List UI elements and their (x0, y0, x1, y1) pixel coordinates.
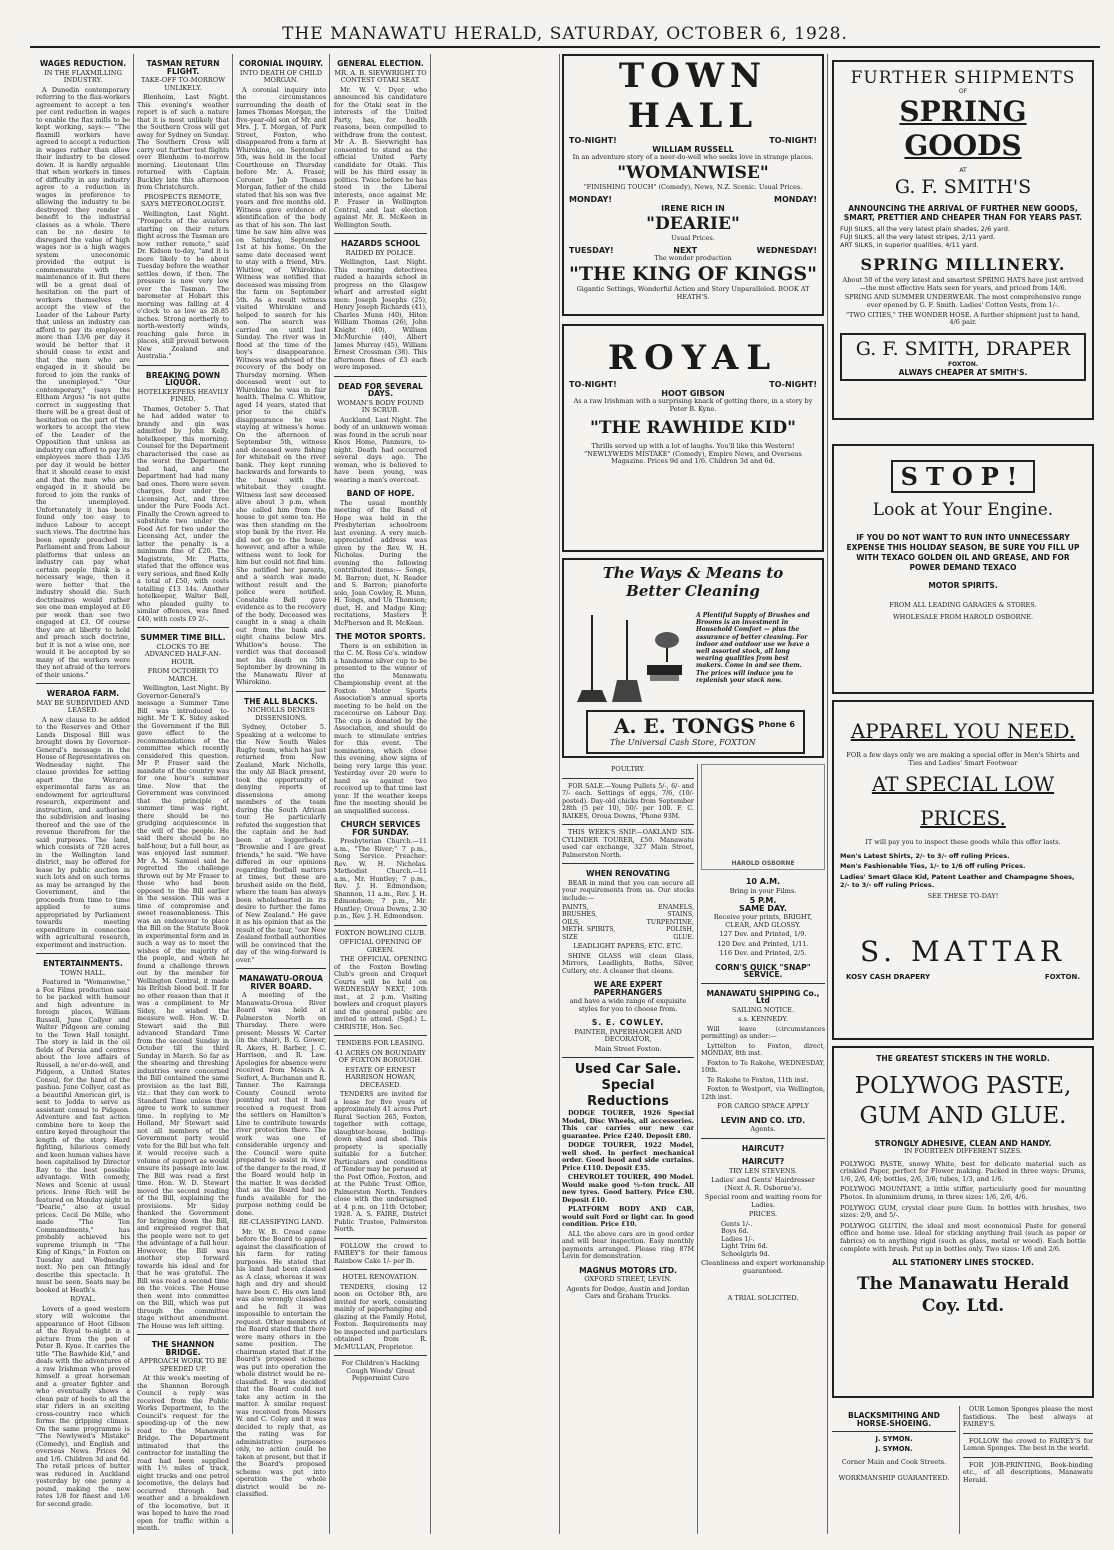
column-rule (430, 54, 431, 1534)
ad-heading: WHEN RENOVATING (586, 869, 670, 878)
article-text: Wellington, Last Night. "Prospects of the aviators starting on their return flight across the Tasman are now rather remote," said Dr. Kidson to-day, "and it is more likely to be about Tuesday before the weather settles down, if then. The pressure is now very low over the Tasman. The barometer at Hobart this morning was falling at 4 o'clock to as low as 28.85 inches. Strong northerly to north-westerly winds, reaching gale force in places, still prevail between New Zealand and Australia." (137, 209, 229, 360)
column-2 (137, 54, 229, 1534)
ad-heading: Used Car Sale. (574, 1062, 682, 1078)
notice-text: THE OFFICIAL OPENING of the Foxton Bowling Club's green and Croquet Courts will be held on WEDNESDAY NEXT, 10th inst., at 2 p.m. Visiting bowlers and croquet players and the general public are invited to attend. (Sgd.) L. CHRISTIE, Hon. Sec. (334, 955, 427, 1031)
column-rule (559, 54, 560, 1534)
article-text: Thames, October 5. That he had added water to brandy and gin was admitted by John Kelly, hotelkeeper, this morning. Counsel for the Department characterised the case as the worst the Department had had, and the Department had had many bad ones. There were seven charges, four under the Licensing Act, and three under the Pure Foods Act. Finally the Crown agreed to substitute two under the Food Act for two under the Licensing Act, under the latter the penalty is a minimum fine of £20. The Magistrate, Mr. Platts, stated that the offence was very serious, and fined Kelly a total of £50, with costs totalling £13 14s. Another hotelkeeper, Walter Bell, who pleaded guilty to similar offences, was fined £40, with costs £9 2/-. (137, 404, 229, 623)
subhead: RAIDED BY POLICE. (345, 248, 416, 257)
ad-body: SPRING AND SUMMER UNDERWEAR. The most comprehensive range ever opened by G. F. Smith. Ladies' Cotton Vests, from 1/-. (844, 293, 1082, 309)
subhead: PROSPECTS REMOTE, SAYS METEOROLOGIST. (140, 192, 226, 208)
notice-subtitle: ESTATE OF ERNEST HARRISON HOWAN, DECEASED. (345, 1065, 416, 1089)
notice-title: TENDERS FOR LEASING. (336, 1039, 425, 1047)
store-location: FOXTON. (1044, 972, 1080, 981)
day-label: TO-NIGHT! (769, 136, 817, 145)
star-name: IRENE RICH IN (661, 204, 725, 214)
subhead: APPROACH WORK TO BE SPEEDED UP. (139, 1357, 227, 1373)
classified-text: SAILING NOTICE. (731, 1005, 795, 1014)
film-description: Usual Prices. (671, 234, 715, 243)
ad-body: WHOLESALE FROM HAROLD OSBORNE. (892, 612, 1034, 621)
sailing-line: Foxton to Westport, via Wellington, 12th inst. (701, 1085, 825, 1101)
publisher-name: The Manawatu Herald Coy. Ltd. (857, 1274, 1069, 1317)
ad-heading: HAIRCUT? (741, 1143, 785, 1153)
stock-item: SIZE (562, 933, 578, 941)
classified-text: FOR CARGO SPACE APPLY (717, 1102, 809, 1110)
day-label: TO-NIGHT! (569, 380, 617, 389)
notice-title: FOXTON BOWLING CLUB. (334, 928, 427, 937)
headline: DEAD FOR SEVERAL DAYS. (338, 381, 423, 398)
subhead: IN THE FLAXMILLING INDUSTRY. (44, 68, 122, 84)
classified-text: Bring in your Films. (729, 886, 797, 895)
article-text: A meeting of the Manawatu-Oroua River Board was held at Palmerston North on Thursday. There were present: Messrs W. Carter (in the chair), B. G. Gower, R. Akers, H. Barber, J. C. Harrison, and R. Law. Apologies for absence were received from Messrs A. Seifert, A. Buchanan and R. Tanner. The Kairanga County Council wrote pointing out that it had received a request from the settlers on Hamilton's Line to contribute towards river protection there. The work was one of considerable urgency and the Council were quite prepared to assist in view of the danger to the road, if the Board would help in the matter. It was decided that as the Board had no funds available for the purpose nothing could be done. (236, 991, 326, 1217)
price-line: 127 Dev. and Printed, 1/9. (719, 930, 807, 938)
article-text: A new clause to be added to the Reserves and Other Lands Disposal Bill was brought down by Governor-General's message in the House of Representatives on Wednesday night. The clause provides for setting apart the Weraroa experimental farm as an endowment for agricultural research, experiment and instruction, and authorises the subdivision and leasing thereof and the use of the revenue therefrom for the said purposes. The land, which consists of 728 acres in the Wellington land district, may be offered for lease by public auction in such lots and on such terms as may be arranged by the Government, and the proceeds from time to time applied to sums appropriated by Parliament towards meeting expenditure in connection with agricultural research, experiment and instruction. (36, 715, 130, 949)
ad-body: A Plentiful Supply of Brushes and Brooms is an investment in Household Comfort — plus the assurance of better cleaning. For indoor and outdoor use we have a well assorted stock, all long wearing qualities from best makers. Come in and see them. The prices will induce you to replenish your stock now. (696, 612, 810, 684)
ad-item: POLYWOG GUM, crystal clear pure Gum. In bottles with brushes, two sizes: 2/9, and 5/-. (840, 1203, 1086, 1220)
stock-item: POLISH, (666, 926, 694, 934)
ad-subtitle: Look at Your Engine. (872, 500, 1054, 520)
ad-item: FUJI SILKS, all the very latest plain shades, 2/6 yard. (840, 225, 1010, 234)
column-6 (701, 764, 825, 1534)
ad-heading: CORN'S QUICK "SNAP" SERVICE. (715, 962, 811, 979)
column-rule (133, 54, 134, 1534)
day-label: TO-NIGHT! (769, 380, 817, 389)
ad-body: IT will pay you to inspect these goods while this offer lasts. (865, 838, 1061, 847)
column-5 (562, 764, 694, 1534)
article-text: Mr. W. B. Croad came before the Board to appeal against the classification of his farm for rating purposes. He stated that his land had been classed as A class, whereas it was high and dry and should have been C. His own land was also wrongly classified and he felt it was impossible to entertain the request. Other members of the Board stated that there were many others in the same position. The chairman stated that if the Board's proposed scheme was put into operation the whole district would be re-classified. It was decided that the Board could not take any action in the matter. A similar request was received from Messrs W. and C. Coley and it was decided to reply that, as the rating was for administrative purposes only, no action could be taken at present, but that if the Board's proposed scheme was put into operation the whole district would be re-classified. (236, 1227, 326, 1498)
classified-text: Corner Main and Cook Streets. (841, 1458, 947, 1466)
fairey-ads (963, 1406, 1093, 1534)
notice-subtitle: 41 ACRES ON BOUNDARY OF FOXTON BOROUGH. (335, 1048, 426, 1064)
price-item: Schoolgirls 9d. (721, 1249, 770, 1258)
classified-text: Cleanliness and expert workmanship guaranteed. (701, 1259, 825, 1275)
column-rule (959, 1406, 960, 1534)
store-slogan: ALWAYS CHEAPER AT SMITH'S. (898, 367, 1028, 377)
ad-body: About 50 of the very latest and smartest SPRING HATS have just arrived—the most effective Hats seen for years, and priced from 14/6. (842, 276, 1084, 292)
classified-text: LEADLIGHT PAPERS, ETC. ETC. (573, 942, 683, 951)
advertiser-name: S. E. COWLEY. (591, 1018, 665, 1028)
classified-text: A TRIAL SOLICITED. (727, 1294, 799, 1302)
phone: Phone 6 (758, 720, 795, 729)
classified-text: Will leave (circumstances permitting) as under:— (701, 1024, 825, 1040)
headline: WAGES REDUCTION. (39, 59, 127, 68)
stock-item: OILS, (562, 918, 580, 926)
texaco-ad (832, 444, 1094, 694)
column-4 (334, 54, 427, 1534)
classified-text: FOR SALE.—Young Pullets 5/-, 6/- and 7/- each. Settings of eggs, 7/6, (10/- posted). Day-old chicks from September 28th (5 per 10), 50/- per 100. F. C. RAIKES, Oroua Downs, 'Phone 93M. (562, 781, 694, 820)
store-subtitle: The Universal Cash Store, FOXTON (610, 738, 756, 747)
film-title: "DEARIE" (646, 214, 740, 235)
film-description: In an adventure story of a neer-do-well who seeks love in strange places. (572, 153, 814, 161)
ad-body: IF YOU DO NOT WANT TO RUN INTO UNNECESSARY EXPENSE THIS HOLIDAY SEASON, BE SURE YOU FILL UP WITH TEXACO GOLDEN OIL AND GREASE, AND FOR POWER DEMAND TEXACO (846, 533, 1080, 572)
price-line: 120 Dev. and Printed, 1/11. (717, 939, 809, 948)
polywog-ad (832, 1046, 1094, 1398)
article-text: Sydney, October 5. Speaking at a welcome to the New South Wales Rugby team, which has just returned from New Zealand, Mark Nicholls, the only All Black present, took the opportunity of denying reports of dissensions among members of the team during the South African tour. He particularly refuted the suggestion that the captain and he had been at loggerheads. "Brownlie and I are great friends," he said. "We have differed in our opinions regarding football matters at times, but these are brushed aside on the field, where the team has always been wholehearted in its desire to further the fame of New Zealand." He gave it as his opinion that as the result of the tour, "our New Zealand football authorities will be convinced that the day of the wing-forward is over." (236, 723, 326, 964)
ad-item: FUJI SILKS, all the very latest stripes, 2/11 yard. (840, 233, 996, 241)
headline: THE ALL BLACKS. (244, 696, 318, 706)
classified-text: Special room and waiting room for Ladies. (704, 1193, 822, 1209)
tongs-ad (562, 558, 824, 758)
classified-text: PRICES. (748, 1210, 778, 1218)
notice-text: TENDERS are invited for a lease for five years of approximately 41 acres Part Rural Section 265, Foxton, together with cottage, slaughter-house, boiling-down shed and shed. This property is specially suitable for a butcher. Particulars and conditions of Tender may be perused at the Post Office, Foxton, and at the Public Trust Office, Palmerston North. Tenders close with the undersigned at 4 p.m. on 11th October, 1928. A. S. FAIRE, District Public Trustee, Palmerston North. (334, 1090, 427, 1233)
blacksmith-ad (832, 1406, 956, 1534)
star-name: WILLIAM RUSSELL (652, 145, 734, 154)
ad-heading: HAIRCUT? (741, 1157, 785, 1166)
film-title: "THE KING OF KINGS" (569, 263, 817, 286)
article-text: Lovers of a good western story will welcome the appearance of Hoot Gibson at the Royal to-night in a picture from the pen of Peter B. Kyne. It carries the title "The Rawhide Kid," and deals with the adventures of a raw Irishman who proved himself a great horseman and a greater fighter and who eventually shows a clean pair of heels to all the star riders in an exciting cross-country race which forms the gripping climax. On the same programme is "The Newlywed's Mistake" (Comedy), and English and overseas News. Prices 9d and 1/6. Children 3d and 6d. The retail prices of butter was reduced in Auckland yesterday by one penny a pound, making the new rates 1/8 for finest and 1/6 for second grade. (36, 1304, 130, 1508)
column-1 (36, 54, 130, 1534)
ad-title: FURTHER SHIPMENTS (850, 68, 1076, 88)
ad-title: ROYAL (607, 338, 779, 378)
film-description: Thrills served up with a lot of laughs. You'll like this Western! "NEWLYWEDS MISTAKE" (Comedy), Empire News, and Overseas Magazine. Prices 9d and 1/6. Children 3d and 6d. (584, 442, 802, 466)
classified-text: ALL the above cars are in good order and will bear inspection. Easy monthly payments arranged. Please ring 87M Levin for demonstration. (562, 1229, 694, 1261)
ad-title: POLYWOG PASTE, GUM AND GLUE. (854, 1073, 1072, 1129)
classified-text: WORKMANSHIP GUARANTEED. (838, 1473, 950, 1482)
film-title: "THE RAWHIDE KID" (590, 418, 796, 439)
headline: BREAKING DOWN LIQUOR. (145, 370, 221, 387)
headline: HAZARDS SCHOOL (340, 239, 421, 248)
ad-heading: BLACKSMITHING AND HORSE-SHOEING. (848, 1411, 940, 1428)
classified-text: THIS WEEK'S SNIP.—OAKLAND SIX-CYLINDER TOURER, £50. Manawatu used car exchange, 327 Main Street, Palmerston North. (562, 828, 694, 859)
film-description: Gigantic Settings, Wonderful Action and Story Unparalleled. BOOK AT HEATH'S. (576, 285, 810, 301)
apparel-ad (832, 700, 1094, 1040)
brushes-illustration-icon (572, 610, 692, 705)
sailing-line: Te Rakohe to Foxton, 11th inst. (707, 1075, 809, 1084)
subhead: WOMAN'S BODY FOUND IN SCRUB. (337, 398, 424, 414)
day-label: NEXT (673, 245, 698, 255)
smith-ad (832, 60, 1094, 420)
car-listing: DODGE TOURER, 1922 Model, well shod. In perfect mechanical order. Good hood and side curtains. Price £110. Deposit £35. (562, 1141, 694, 1172)
article-text: Wellington, Last Night. This morning detectives raided a hazards school in progress on the Glasgow wharf and arrested eight men: Joseph Josephs (25), Henry Joseph Richards (41), Charles Munn (40), Hiton William Thomas (26), John Knight (40), William McMurchie (40), Albert James Murray (45), William Ernest Crossman (38). This afternoon fines of £3 each were imposed. (334, 258, 427, 371)
price-item: Boys 6d. (721, 1227, 749, 1235)
ad-title-connector: AT (959, 167, 967, 175)
headline: BAND OF HOPE. (346, 489, 415, 498)
headline: TASMAN RETURN FLIGHT. (146, 59, 220, 76)
classified-text: SHINE GLASS will clean Glass, Mirrors, Leadlights, Baths, Silver, Cutlery, etc. A cleaner that cleans. (562, 951, 694, 975)
stock-item: STAINS, (667, 911, 694, 919)
ad-title: G. F. SMITH'S (894, 176, 1032, 199)
sailing-line: Foxton to Te Rakohe, WEDNESDAY, 10th. (701, 1058, 825, 1074)
classified-text: PAINTER, PAPERHANGER AND DECORATOR, (574, 1027, 682, 1044)
article-text: A coronial inquiry into the circumstances surrounding the death of James Thomas Morgan, the five-year-old son of Mr. and Mrs. J. T. Morgan, of Park Street, Foxton, who disappeared from a farm at Whirokino, on September 5th, was held in the local Courthouse on Thursday before Mr. A. Fraser, Coroner. Job Thomas Morgan, father of the child stated that his son was five years and five months old. Witness gave evidence of identification of the body as that of his son. The last time he saw him alive was on Saturday, September 1st at his home. On the same date deceased went to stay with a friend, Mrs. Whitlow, of Whirokino. Witness was notified that deceased was missing from the farm on September 5th. As a result witness visited Whirokino and helped to search for his son. The search was carried on until last Sunday. The river was in flood at the time of the boy's disappearance. Witness was advised of the recovery of the body on Thursday morning. When deceased went out to Whirokino he was in fair health. Thelma C. Whitlow, aged 14 years, stated that prior to the child's disappearance he was staying at witness's home. On the afternoon of September 5th, witness and deceased were fishing for whitebait on the river bank. They kept running backwards and forwards to the house with the whitebait they caught. Witness last saw deceased alive about 3 p.m. when she called him from the house to get some tea. He was then standing on the stop bank by the river. He did not go to the house, however, and after a while witness went to look for him but could not find him. She notified her parents, and a search was made without result and the police were notified. Constable Bell gave evidence as to the recovery of the body. Deceased was caught in a snag a chain out from the bank and eight chains below Mrs. Whitlow's house. The verdict was that deceased met his death on 5th September by drowning in the Manawatu River at Whirokino. (236, 85, 326, 686)
stock-item: BRUSHES, (562, 911, 598, 919)
classified-text: Ladies' and Gents' Hairdresser (Next A. R. Osborne's). (711, 1176, 815, 1192)
ad-subtitle: ALL STATIONERY LINES STOCKED. (892, 1258, 1034, 1268)
headline: CORONIAL INQUIRY. (238, 59, 324, 68)
subhead: HOTELKEEPERS HEAVILY FINED. (137, 387, 229, 403)
ad-body: FROM ALL LEADING GARAGES & STORES. (889, 601, 1037, 609)
article-text: Blenheim, Last Night. This evening's weather report is of such a nature that it is most unlikely that the Southern Cross will get away for Sydney on Sunday. The Southern Cross will carry out further test flights over Blenheim to-morrow morning. Lieutenant Ulm returned with Captain Buckley late this afternoon from Christchurch. (137, 93, 229, 191)
headline: THE MOTOR SPORTS. (335, 632, 426, 641)
classified-text: OXFORD STREET, LEVIN. (584, 1275, 672, 1284)
ad-subtitle: STRONGLY ADHESIVE, CLEAN AND HANDY. (874, 1139, 1052, 1148)
ad-title: TOWN HALL (618, 56, 768, 136)
classified-text: Agents. (750, 1125, 776, 1133)
store-name: S. MATTAR (860, 934, 1066, 968)
article-text: Wellington, Last Night. By Governor-General's message a Summer Time Bill was introduced to-night. Mr T. K. Sidey asked the Government if the Bill gave effect to the recommendations of the committee which recently considered this question. Mr P. Fraser said the mandate of the country was for one hour's summer time. Now that the Government was convinced that the principle of summer time was right, there should be no grudging acquiescence in the will of the people. He said there should be no half-hour, but a full hour, as was enjoyed last summer. Mr A. M. Samuel said he regretted the challenge thrown out by Mr Fraser to those who had been opposed to the Bill earlier in the session. This was a time of compromise and sweet reasonableness. This was an endeavour to place the Bill on the Statute Book in experimental form and in such a way as to meet the wishes of the majority of the people, and when he found a challenge thrown out by the member for Wellington Central, it made his British blood boil. If for no other reason than that it was a compliment to Mr Sidey, he wished the measure well. Hon. W. D. Stewart said the Bill advanced Standard Time from the second Sunday in October till the third Sunday in March. So far as the shearing and threshing industries were concerned the Bill contained the same provision as the last Bill, viz.: that they can work to Standard Time unless they agree to work to summer time. In replying to Mr Holland, Mr Stewart said not all members of the Government party would vote for the Bill but who felt it would receive such a volume of support as would ensure its passage into law. The Bill was read a first time. Hon. W. D. Stewart moved the second reading of the Bill, explaining the provisions. Mr Sidey thanked the Government for bringing down the Bill, and expressed regret that the people were not to get the advantage of a full hour. However, the Bill was another step forward towards his ideal and for that he was grateful. The Bill was read a second time on the voices. The House then went into committee on the Bill, which was put through the committee stage without amendment. The House was left sitting. (137, 684, 229, 1330)
classified-text: Main Street Foxton. (594, 1044, 662, 1053)
headline: GENERAL ELECTION. (337, 59, 424, 68)
day-label: TO-NIGHT! (569, 136, 617, 145)
store-tagline: KOSY CASH DRAPERY (846, 972, 931, 981)
time-label: 10 A.M. (745, 877, 781, 886)
store-name: A. E. TONGS (614, 714, 755, 738)
stock-item: ENAMELS, (658, 904, 694, 911)
subhead: RE-CLASSIFYING LAND. (238, 1218, 324, 1226)
classified-text: Agents for Dodge, Austin and Jordan Cars and Graham Trucks. (566, 1284, 690, 1301)
article-text: A Dunedin contemporary referring to the flax-workers agreement to accept a ten per cent reduction in wages to enable the flax mills to be kept working, says:— "The flaxmill workers have agreed to accept a reduction in wages rather than allow their industry to be closed down. It is hardly arguable that when workers in times of difficulty in any industry agree to a reduction in wages in preference to allowing the industry to be destroyed they render a benefit to the industrial classes as a whole. There can be no desire to disregard the value of high wages nor is a high wages system uneconomic provided the output is commensurate with the maintenance of it. But there will be a great deal of hesitation on the part of workers themselves to accept the view of the Leader of the Labour Party that unless an industry can afford to pay its employees more than 13/6 per day it would be better that it should cease to exist and that the men who are engaged in it should be forced to join the ranks of the unemployed." "Our contemporary," (says the Eltham Argus) "is not quite correct in suggesting that there will be a great deal of hesitation on the part of the workers to accept the view of the Leader of the Opposition that unless an industry can afford to pay its employees more than 13/6 per day it would be better that it should cease to exist and that the men who are engaged in it should be forced to join the ranks of the unemployed. Unfortunately it has been found only too easy to induce Labour to accept such views. The doctrine has been openly preached in Parliament and from Labour platforms that unless an industry can pay what certain people think is a necessary wage, then it were better that the industry should die. Such doctrinaires would rather see one man employed at £6 per week than see two engaged at £3. Of course they are at liberty to hold and preach such doctrine, but it is not a wise one, nor would it be accepted by so many of the workers were they not afraid of the terrors of their unions." (36, 85, 130, 679)
time-label: SAME DAY. (739, 903, 787, 913)
ad-item: Men's Fashionable Ties, 1/- to 1/6 off ruling Prices. (840, 862, 1026, 871)
subhead: TOWN HALL. (60, 968, 106, 977)
article-text: Auckland, Last Night. The body of an unknown woman was found in the scrub near Knox Home, Panmure, to-night. Death had occurred several days ago. The woman, who is believed to have been young, was wearing a man's overcoat. (334, 415, 427, 484)
classified-text: and have a wide range of exquisite styles for you to choose from. (569, 997, 687, 1013)
day-label: TUESDAY! (569, 245, 614, 255)
ad-body: FOR a few days only we are making a special offer in Men's Shirts and Ties and Ladies' Smart Footwear (846, 751, 1080, 767)
notice-subtitle: OFFICIAL OPENING OF GREEN. (339, 938, 422, 954)
notice-text: FOLLOW the crowd to FAIREY'S for their famous Rainbow Cake 1/- per lb. (334, 1241, 427, 1265)
ad-body: MOTOR SPIRITS. (928, 581, 998, 590)
article-text: Presbyterian Church.—11 a.m., "The River;" 7 p.m., Song Service. Preacher: Rev. W. H. Nicholas. Methodist Church.—11 a.m., Mr. Huntley; 7 p.m., Rev. J. H. Edmondson; Shannon, 11 a.m., Rev. J. H. Edmondson; 7 p.m., Mr. Huntley; Oroua Downs, 2.30 p.m., Rev. J. H. Edmondson. (334, 837, 427, 920)
stock-item: METH. SPIRITS, (562, 926, 616, 934)
headline: ENTERTAINMENTS. (43, 959, 123, 968)
article-text: Mr. W. V. Dyer, who announced his candidature for the Otaki seat in the interests of the United Party, has, for health reasons, been compelled to withdraw from the contest. Mr A. B. Sievwright has consented to stand as the official United Party candidate for Otaki. This will be his third essay in politics. Twice before he has stood in the Liberal interests, once against Mr. P. Fraser in Wellington Central, and last election against Mr. R. McKeen in Wellington South. (334, 85, 427, 229)
film-description: As a raw Irishman with a surprising knack of getting there, in a story by Peter B. Kyne. (573, 397, 813, 413)
subhead: MR. A. B. SIEVWRIGHT TO CONTEST OTAKI SEAT. (334, 68, 427, 84)
subhead: NICHOLLS DENIES DISSENSIONS. (247, 706, 315, 722)
classified-text: OUR Lemon Sponges please the most fastidious. The best always at FAIREY'S. (963, 1406, 1093, 1428)
headline: THE SHANNON BRIDGE. (151, 1340, 215, 1357)
advertiser-name: LEVIN AND CO. LTD. (720, 1115, 806, 1125)
headline: SUMMER TIME BILL. (140, 633, 226, 642)
stock-list (562, 904, 694, 941)
ad-subtitle: THE GREATEST STICKERS IN THE WORLD. (876, 1054, 1050, 1063)
ad-item: Men's Latest Shirts, 2/- to 3/- off ruling Prices. (840, 851, 1010, 860)
ad-body: SEE THESE TO-DAY! (927, 892, 999, 901)
day-label: WEDNESDAY! (756, 245, 817, 255)
subhead: ROYAL. (70, 1295, 96, 1303)
advertiser-name: J. SYMON. (875, 1444, 913, 1453)
subhead: MAY BE SUBDIVIDED AND LEASED. (36, 698, 130, 714)
ad-title: STOP! (900, 462, 1026, 491)
car-list (562, 1110, 694, 1229)
article-text: Featured in "Womanwise," a Fox Films production said to be packed with humour and high adventure in foreign places, William Russell, June Collyer and Walter Pidgeon are coming to the Town Hall tonight. The story is laid in the oil fields of Persia and centres about the love affairs of Russell, a ne'er-do-well, and Pidgeon, a United States Consul, for the hand of the pashua. June Collyer, cast as a beautiful American girl, is sent to Jedda to serve as assistant consul to Pidgeon. Adventure and fast action combine here to keep the entire keyed throughout the length of the story. Hard fighting, hilarious comedy and keen human values have been capitalised by Director Ray to the best possible advantage. With comedy, News and Scenic at usual prices. Irene Rich will be featured on Monday night in "Dearie," also at usual prices. Cecil De Mille, who made "The Ten Commandments," has probably achieved his supreme triumph in "The King of Kings," in Foxton on Tuesday and Wednesday next. No pen can fittingly describe this spectacle. It must be seen. Seats may be booked at Heath's. (36, 978, 130, 1294)
subhead: TAKE-OFF TO-MORROW UNLIKELY. (140, 76, 226, 92)
time-label: 5 P.M. (749, 896, 777, 905)
ad-item: POLYWOG PASTE, snowy White, best for delicate material such as crinkled Paper, perfect for Flower making. Packed in three ways: Drums, 1/6, 2/6, 4/6; bottles, 2/6, 3/6; tubes, 1/3, and 1/6. (840, 1159, 1086, 1183)
headline: MANAWATU-OROUA RIVER BOARD. (239, 974, 323, 991)
ad-title: APPAREL YOU NEED. (850, 719, 1076, 743)
column-rule (827, 54, 828, 1534)
subhead: INTO DEATH OF CHILD MORGAN. (239, 68, 323, 84)
ad-heading: Special Reductions (587, 1078, 669, 1110)
ad-item: Ladies' Smart Glace Kid, Patent Leather and Champagne Shoes, 2/- to 3/- off ruling Prices. (840, 872, 1075, 889)
ad-heading: MANAWATU SHIPPING Co., Ltd (706, 988, 820, 1005)
film-description: "FINISHING TOUCH" (Comedy), News, N.Z. Scenic. Usual Prices. (583, 182, 803, 191)
store-location: FOXTON. (947, 360, 979, 368)
ad-item: ART SILKS, in superior qualities, 4/11 yard. (840, 240, 979, 249)
notice-text: TENDERS, closing 12 noon on October 8th, are invited for work, consisting mainly of paperhanging and glazing at the Family Hotel, Foxton. Requirements may be inspected and particulars obtained from R. McMULLAN, Proprietor. (334, 1282, 427, 1351)
subhead: CLOCKS TO BE ADVANCED HALF-AN-HOUR. (144, 642, 222, 666)
advertiser-name: TRY LEN STEVENS. (728, 1166, 798, 1175)
headline: WERAROA FARM. (46, 689, 120, 698)
stock-item: PAINTS, (562, 904, 589, 911)
classified-text: FOLLOW the crowd to FAIREY'S for Lemon Sponges. The best in the world. (963, 1436, 1093, 1452)
price-line: 116 Dev. and Printed, 2/5. (719, 949, 807, 957)
column-rule (697, 764, 698, 1534)
subhead: FROM OCTOBER TO MARCH. (147, 667, 219, 683)
ad-body: "TWO CITIES," THE WONDER HOSE. A further shipment just to hand, 4/6 pair. (846, 310, 1080, 327)
price-item: Light Trim 6d. (721, 1242, 768, 1250)
ad-heading: WE ARE EXPERT PAPERHANGERS (593, 980, 663, 997)
ad-title-connector: OF (958, 88, 968, 95)
day-label: MONDAY! (774, 195, 817, 205)
royal-ad (562, 324, 824, 552)
advertiser-name: MAGNUS MOTORS LTD. (579, 1265, 677, 1275)
star-name: HOOT GIBSON (661, 389, 725, 398)
classified-text: Receive your prints, BRIGHT, CLEAR, AND GLOSSY. (713, 913, 813, 929)
day-label: MONDAY! (569, 195, 612, 205)
stop-banner (891, 460, 1035, 493)
column-3 (236, 54, 326, 1534)
advertiser-name: J. SYMON. (875, 1435, 913, 1443)
car-listing: PLATFORM BODY AND CAB, would suit Ford or light car. In good condition. Price £10. (562, 1205, 694, 1229)
stock-item: GLUE. (673, 933, 694, 941)
article-text: At this week's meeting of the Shannon Borough Council a reply was received from the Public Works Department, to the Council's request for the speeding-up of the new road to the Manawatu Bridge. The Department intimated that the contractor for installing the road had been supplied with 1½ miles of track, eight trucks and one petrol locomotive, the delays had occurred through bad weather and a breakdown of the locomotive, but it was hoped to have the road open for traffic within a month. (137, 1374, 229, 1532)
ad-subtitle: SPRING MILLINERY. (860, 255, 1066, 275)
column-rule (329, 54, 330, 1534)
ad-headline: The Ways & Means to Better Cleaning (602, 564, 784, 600)
price-item: Gents 1/-. (721, 1219, 753, 1228)
article-text: There is on exhibition in the C. M. Ross Co's. window a handsome silver cup to be presented to the winner of the Manawatu Championship event at the Foxton Motor Sports Association's annual sports meeting to be held on the racecourse on Labour Day. The cup is donated by the Association, and should do much to stimulate entries for this event. The nominations, which close this evening, show signs of being very large this year. Yesterday over 20 were to hand as against two received up to that time last year. If the weather keeps fine the meeting should be an unqualified success. (334, 641, 427, 815)
article-text: The usual monthly meeting of the Band of Hope was held in the Presbyterian schoolroom last evening. A very much-appreciated address was given by the Rev. W. H. Nicholas. During the evening the following contributed items:— Songs, M. Barron; duet, N. Reader and S. Barron; pianoforte solo, Joan Cowley, R. Munn, H. Tongs, and Un Thomson; duet, H. and Madge King; recitations, Masters P. McPherson and R. McKean. (334, 498, 427, 627)
ad-item: POLYWOG MOUNTANT, a little stiffer, particularly good for mounting Photos. In aluminium drums, in three sizes: 1/6, 2/6, 4/6. (840, 1185, 1086, 1201)
column-rule (232, 54, 233, 1534)
advertiser-name: HAROLD OSBORNE (731, 859, 795, 867)
price-item: Ladies 1/-. (721, 1234, 755, 1243)
film-title: "WOMANWISE" (617, 162, 769, 183)
notice-text: For Children's Hacking Cough Woods' Great Peppermint Cure (341, 1359, 420, 1382)
masthead: THE MANAWATU HERALD, SATURDAY, OCTOBER 6, 1928. (30, 24, 1100, 48)
ad-headline: AT SPECIAL LOW PRICES. (871, 772, 1055, 831)
classified-text: BEAR in mind that you can secure all your requirements from us. Our stocks include:— (562, 878, 694, 902)
vessel-name: s.s. KENNEDY. (737, 1015, 789, 1023)
ad-subtitle: IN FOURTEEN DIFFERENT SIZES. (904, 1147, 1022, 1155)
ad-item: POLYWOG GLUTIN, the ideal and most economical Paste for general office and home use. Ideal for sticking anything frail (such as paper or fabrics) on to anything rigid (such as glass, metal or wood). Each bottle complete with brush. Put up in bottles only. Two sizes: 1/6 and 2/6. (840, 1221, 1086, 1253)
photo-advert (701, 764, 825, 870)
notice-title: HOTEL RENOVATION. (342, 1273, 419, 1281)
stock-item: TURPENTINE, (646, 918, 694, 926)
town-hall-ad (562, 54, 824, 316)
classified-text: FOR JOB-PRINTING, Book-binding etc., of all descriptions, Manawatu Herald. (963, 1460, 1093, 1484)
ad-body: ANNOUNCING THE ARRIVAL OF FURTHER NEW GOODS, SMART, PRETTIER AND CHEAPER THAN FOR YEARS PAST. (843, 204, 1083, 223)
ad-title: SPRING GOODS (899, 95, 1027, 163)
section-title: POULTRY. (611, 765, 645, 773)
sailing-line: Lyttelton to Foxton, direct, MONDAY, 8th inst. (701, 1041, 825, 1057)
store-name: G. F. SMITH, DRAPER (855, 337, 1071, 360)
car-listing: CHEVROLET TOURER, 490 Model. Would make good ½-ton truck. All new tyres. Good battery. Price £30. Deposit £10. (562, 1173, 694, 1204)
price-list (701, 1221, 825, 1259)
headline: CHURCH SERVICES FOR SUNDAY. (340, 820, 421, 837)
film-description: The wonder production (654, 253, 732, 262)
car-listing: DODGE TOURER, 1926 Special Model, Disc Wheels, all accessories. This car carries our new car guarantee. Price £240. Deposit £80. (562, 1109, 694, 1140)
